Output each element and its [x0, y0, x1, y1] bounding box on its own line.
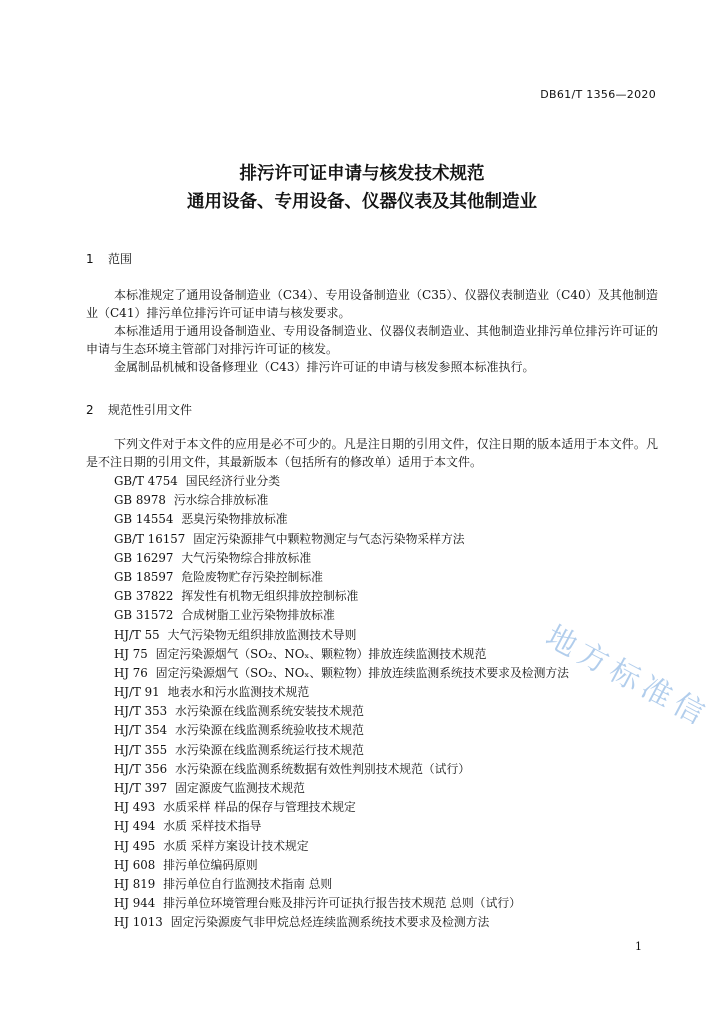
reference-item — [114, 606, 569, 625]
reference-code: HJ 75 — [114, 646, 148, 661]
reference-code: HJ/T 356 — [114, 761, 168, 776]
reference-list — [114, 472, 569, 933]
reference-title: 大气污染物综合排放标准 — [181, 550, 312, 565]
reference-code: HJ/T 397 — [114, 781, 168, 795]
reference-item — [114, 491, 569, 510]
section1-title: 范围 — [108, 252, 133, 266]
reference-item — [114, 875, 569, 894]
reference-title: 固定源废气监测技术规范 — [175, 781, 305, 795]
reference-code: HJ 494 — [114, 819, 156, 834]
reference-code: GB 8978 — [114, 493, 166, 508]
reference-code: HJ 1013 — [114, 915, 163, 930]
reference-code: GB 16297 — [114, 550, 174, 565]
reference-title: 水污染源在线监测系统验收技术规范 — [175, 723, 364, 738]
reference-title: 水质 采样方案设计技术规定 — [163, 838, 309, 853]
reference-code: HJ/T 355 — [114, 742, 168, 757]
reference-item — [114, 645, 569, 664]
reference-code: GB 37822 — [114, 589, 174, 604]
reference-item — [114, 472, 569, 491]
reference-title: 固定污染源烟气（SO₂、NOₓ、颗粒物）排放连续监测技术规范 — [155, 646, 487, 661]
reference-item — [114, 568, 569, 587]
reference-code: GB/T 16157 — [114, 531, 186, 546]
reference-title: 恶臭污染物排放标准 — [181, 512, 288, 527]
document-title-line2: 通用设备、专用设备、仪器仪表及其他制造业 — [187, 192, 537, 212]
reference-item — [114, 664, 569, 683]
reference-title: 地表水和污水监测技术规范 — [167, 685, 310, 700]
reference-item — [114, 760, 569, 779]
reference-code: GB 18597 — [114, 569, 174, 584]
reference-title: 水质采样 样品的保存与管理技术规定 — [163, 800, 356, 815]
page-number: 1 — [635, 940, 642, 953]
reference-item — [114, 913, 569, 932]
reference-title: 大气污染物无组织排放监测技术导则 — [167, 627, 357, 642]
document-title-line1: 排污许可证申请与核发技术规范 — [239, 164, 485, 184]
reference-title: 排污单位自行监测技术指南 总则 — [163, 876, 333, 891]
reference-title: 排污单位环境管理台账及排污许可证执行报告技术规范 总则（试行） — [163, 896, 521, 911]
reference-title: 水污染源在线监测系统数据有效性判别技术规范（试行） — [175, 761, 471, 776]
reference-item — [114, 798, 569, 817]
reference-item — [114, 683, 569, 702]
reference-code: HJ/T 91 — [114, 685, 160, 700]
section2-heading — [86, 401, 192, 418]
reference-title: 污水综合排放标准 — [173, 493, 269, 508]
reference-title: 排污单位编码原则 — [163, 857, 258, 872]
section1-heading — [86, 250, 132, 267]
reference-item — [114, 837, 569, 856]
reference-code: HJ/T 55 — [114, 627, 160, 642]
reference-item — [114, 626, 569, 645]
reference-item — [114, 702, 569, 721]
reference-code: GB 31572 — [114, 608, 174, 623]
reference-item — [114, 587, 569, 606]
reference-title: 挥发性有机物无组织排放控制标准 — [181, 589, 359, 604]
reference-code: HJ 493 — [114, 800, 156, 815]
reference-item — [114, 530, 569, 549]
reference-code: GB/T 4754 — [114, 474, 178, 488]
reference-code: HJ/T 354 — [114, 723, 168, 738]
reference-title: 固定污染源废气非甲烷总烃连续监测系统技术要求及检测方法 — [170, 915, 490, 930]
section1-paragraph-1: 本标准规定了通用设备制造业（C34）、专用设备制造业（C35）、仪器仪表制造业（C40）及其他制造业（C41）排污单位排污许可证申请与核发要求。 — [86, 288, 658, 320]
section2-intro: 下列文件对于本文件的应用是必不可少的。凡是注日期的引用文件，仅注日期的版本适用于本文件。凡是不注日期的引用文件，其最新版本（包括所有的修改单）适用于本文件。 — [86, 437, 658, 469]
reference-code: GB 14554 — [114, 512, 174, 527]
reference-title: 固定污染源排气中颗粒物测定与气态污染物采样方法 — [193, 531, 465, 546]
reference-code: HJ/T 353 — [114, 704, 168, 719]
section1-paragraph-3: 金属制品机械和设备修理业（C43）排污许可证的申请与核发参照本标准执行。 — [114, 360, 535, 374]
reference-code: HJ 944 — [114, 896, 156, 911]
watermark-text: 地方标准信 — [539, 619, 716, 735]
reference-title: 水污染源在线监测系统运行技术规范 — [175, 742, 364, 757]
reference-item — [114, 779, 569, 798]
reference-code: HJ 76 — [114, 665, 148, 680]
section1-number: 1 — [86, 252, 94, 266]
reference-item — [114, 741, 569, 760]
reference-title: 国民经济行业分类 — [185, 474, 281, 488]
reference-item — [114, 549, 569, 568]
reference-code: HJ 819 — [114, 876, 156, 891]
reference-title: 水污染源在线监测系统安装技术规范 — [175, 704, 364, 719]
reference-item — [114, 721, 569, 740]
reference-title: 水质 采样技术指导 — [163, 819, 262, 834]
reference-item — [114, 856, 569, 875]
reference-code: HJ 608 — [114, 857, 156, 872]
reference-title: 固定污染源烟气（SO₂、NOₓ、颗粒物）排放连续监测系统技术要求及检测方法 — [155, 665, 569, 680]
section2-title: 规范性引用文件 — [108, 403, 193, 417]
reference-title: 危险废物贮存污染控制标准 — [181, 569, 323, 584]
section1-paragraph-2: 本标准适用于通用设备制造业、专用设备制造业、仪器仪表制造业、其他制造业排污单位排污许可证的申请与生态环境主管部门对排污许可证的核发。 — [86, 324, 658, 356]
document-code: DB61/T 1356—2020 — [540, 88, 656, 101]
reference-item — [114, 510, 569, 529]
reference-title: 合成树脂工业污染物排放标准 — [181, 608, 335, 623]
reference-code: HJ 495 — [114, 838, 156, 853]
reference-item — [114, 894, 569, 913]
section2-number: 2 — [86, 403, 94, 417]
reference-item — [114, 817, 569, 836]
